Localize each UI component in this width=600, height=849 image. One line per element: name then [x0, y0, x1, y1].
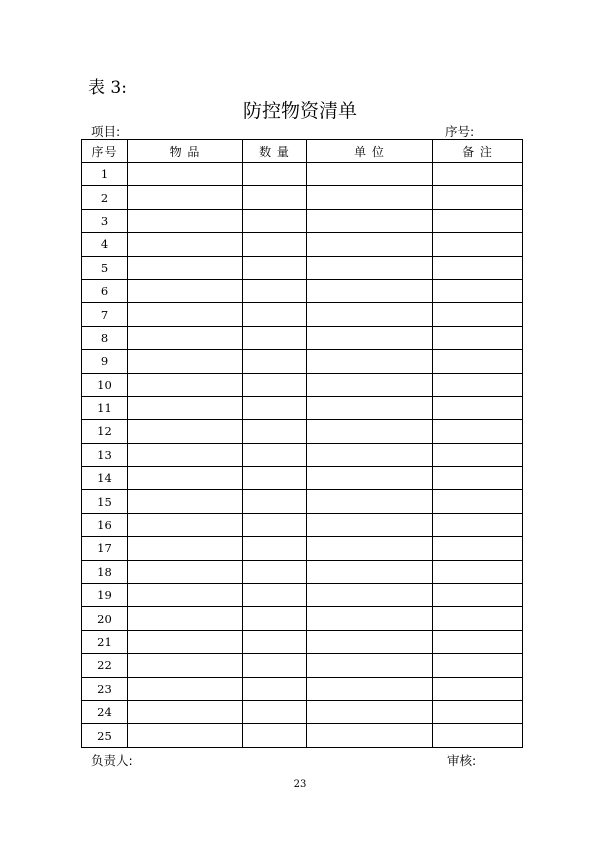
- table-header-row: [82, 140, 523, 163]
- item-cell[interactable]: [128, 256, 243, 279]
- unit-cell[interactable]: [307, 700, 433, 723]
- item-cell[interactable]: [128, 326, 243, 349]
- remarks-cell[interactable]: [433, 490, 523, 513]
- table-row: [82, 279, 523, 302]
- table-row: [82, 256, 523, 279]
- item-cell[interactable]: [128, 373, 243, 396]
- remarks-cell[interactable]: [433, 350, 523, 373]
- unit-cell[interactable]: [307, 279, 433, 302]
- row-serial-cell: 21: [82, 630, 128, 653]
- remarks-cell[interactable]: [433, 677, 523, 700]
- remarks-cell[interactable]: [433, 396, 523, 419]
- item-cell[interactable]: [128, 279, 243, 302]
- unit-cell[interactable]: [307, 303, 433, 326]
- row-serial-cell: 6: [82, 279, 128, 302]
- unit-cell[interactable]: [307, 209, 433, 232]
- item-cell[interactable]: [128, 443, 243, 466]
- remarks-cell[interactable]: [433, 209, 523, 232]
- header-unit: 单 位: [307, 140, 433, 163]
- row-serial-cell: 23: [82, 677, 128, 700]
- quantity-cell[interactable]: [243, 396, 307, 419]
- quantity-cell[interactable]: [243, 209, 307, 232]
- table-row: [82, 513, 523, 536]
- quantity-cell[interactable]: [243, 256, 307, 279]
- row-serial-cell: 24: [82, 700, 128, 723]
- quantity-cell[interactable]: [243, 607, 307, 630]
- table-row: [82, 560, 523, 583]
- remarks-cell[interactable]: [433, 373, 523, 396]
- header-item: 物 品: [128, 140, 243, 163]
- table-row: [82, 350, 523, 373]
- table-row: [82, 490, 523, 513]
- item-cell[interactable]: [128, 513, 243, 536]
- quantity-cell[interactable]: [243, 584, 307, 607]
- quantity-cell[interactable]: [243, 537, 307, 560]
- remarks-cell[interactable]: [433, 560, 523, 583]
- unit-cell[interactable]: [307, 396, 433, 419]
- remarks-cell[interactable]: [433, 630, 523, 653]
- item-cell[interactable]: [128, 233, 243, 256]
- remarks-cell[interactable]: [433, 584, 523, 607]
- row-serial-cell: 14: [82, 467, 128, 490]
- table-row: [82, 700, 523, 723]
- header-quantity: 数 量: [243, 140, 307, 163]
- table-row: [82, 163, 523, 186]
- table-row: [82, 186, 523, 209]
- item-cell[interactable]: [128, 724, 243, 747]
- row-serial-cell: 1: [82, 163, 128, 186]
- quantity-cell[interactable]: [243, 233, 307, 256]
- unit-cell[interactable]: [307, 490, 433, 513]
- remarks-cell[interactable]: [433, 233, 523, 256]
- unit-cell[interactable]: [307, 467, 433, 490]
- remarks-cell[interactable]: [433, 163, 523, 186]
- remarks-cell[interactable]: [433, 654, 523, 677]
- remarks-cell[interactable]: [433, 607, 523, 630]
- unit-cell[interactable]: [307, 163, 433, 186]
- table-row: [82, 209, 523, 232]
- item-cell[interactable]: [128, 303, 243, 326]
- quantity-cell[interactable]: [243, 513, 307, 536]
- item-cell[interactable]: [128, 630, 243, 653]
- quantity-cell[interactable]: [243, 724, 307, 747]
- row-serial-cell: 11: [82, 396, 128, 419]
- row-serial-cell: 13: [82, 443, 128, 466]
- table-row: [82, 303, 523, 326]
- remarks-cell[interactable]: [433, 256, 523, 279]
- row-serial-cell: 18: [82, 560, 128, 583]
- header-remarks: 备 注: [433, 140, 523, 163]
- unit-cell[interactable]: [307, 724, 433, 747]
- table-row: [82, 420, 523, 443]
- row-serial-cell: 20: [82, 607, 128, 630]
- item-cell[interactable]: [128, 396, 243, 419]
- table-row: [82, 443, 523, 466]
- item-cell[interactable]: [128, 654, 243, 677]
- serial-label: 序号:: [445, 124, 475, 139]
- row-serial-cell: 19: [82, 584, 128, 607]
- remarks-cell[interactable]: [433, 467, 523, 490]
- remarks-cell[interactable]: [433, 443, 523, 466]
- row-serial-cell: 7: [82, 303, 128, 326]
- row-serial-cell: 22: [82, 654, 128, 677]
- item-cell[interactable]: [128, 467, 243, 490]
- unit-cell[interactable]: [307, 443, 433, 466]
- table-row: [82, 654, 523, 677]
- remarks-cell[interactable]: [433, 186, 523, 209]
- item-cell[interactable]: [128, 584, 243, 607]
- row-serial-cell: 5: [82, 256, 128, 279]
- unit-cell[interactable]: [307, 233, 433, 256]
- quantity-cell[interactable]: [243, 654, 307, 677]
- quantity-cell[interactable]: [243, 303, 307, 326]
- unit-cell[interactable]: [307, 350, 433, 373]
- quantity-cell[interactable]: [243, 163, 307, 186]
- unit-cell[interactable]: [307, 373, 433, 396]
- remarks-cell[interactable]: [433, 303, 523, 326]
- unit-cell[interactable]: [307, 630, 433, 653]
- row-serial-cell: 3: [82, 209, 128, 232]
- header-serial: 序号: [82, 140, 128, 163]
- row-serial-cell: 12: [82, 420, 128, 443]
- row-serial-cell: 16: [82, 513, 128, 536]
- item-cell[interactable]: [128, 490, 243, 513]
- row-serial-cell: 15: [82, 490, 128, 513]
- project-label: 项目:: [91, 124, 121, 139]
- inventory-table: [81, 139, 523, 748]
- item-cell[interactable]: [128, 163, 243, 186]
- table-row: [82, 396, 523, 419]
- table-row: [82, 630, 523, 653]
- row-serial-cell: 9: [82, 350, 128, 373]
- unit-cell[interactable]: [307, 654, 433, 677]
- unit-cell[interactable]: [307, 677, 433, 700]
- item-cell[interactable]: [128, 209, 243, 232]
- unit-cell[interactable]: [307, 560, 433, 583]
- table-row: [82, 233, 523, 256]
- page-number: 23: [293, 779, 307, 790]
- item-cell[interactable]: [128, 560, 243, 583]
- quantity-cell[interactable]: [243, 490, 307, 513]
- table-row: [82, 467, 523, 490]
- quantity-cell[interactable]: [243, 186, 307, 209]
- remarks-cell[interactable]: [433, 420, 523, 443]
- remarks-cell[interactable]: [433, 724, 523, 747]
- remarks-cell[interactable]: [433, 279, 523, 302]
- row-serial-cell: 8: [82, 326, 128, 349]
- unit-cell[interactable]: [307, 584, 433, 607]
- quantity-cell[interactable]: [243, 560, 307, 583]
- quantity-cell[interactable]: [243, 467, 307, 490]
- remarks-cell[interactable]: [433, 700, 523, 723]
- table-row: [82, 537, 523, 560]
- quantity-cell[interactable]: [243, 373, 307, 396]
- row-serial-cell: 17: [82, 537, 128, 560]
- quantity-cell[interactable]: [243, 279, 307, 302]
- table-row: [82, 607, 523, 630]
- owner-label: 负责人:: [91, 753, 133, 768]
- review-label: 审核:: [447, 753, 477, 768]
- unit-cell[interactable]: [307, 326, 433, 349]
- quantity-cell[interactable]: [243, 700, 307, 723]
- unit-cell[interactable]: [307, 607, 433, 630]
- unit-cell[interactable]: [307, 513, 433, 536]
- item-cell[interactable]: [128, 607, 243, 630]
- remarks-cell[interactable]: [433, 537, 523, 560]
- item-cell[interactable]: [128, 420, 243, 443]
- table-row: [82, 326, 523, 349]
- table-label: 表 3:: [88, 78, 127, 98]
- row-serial-cell: 10: [82, 373, 128, 396]
- quantity-cell[interactable]: [243, 630, 307, 653]
- item-cell[interactable]: [128, 350, 243, 373]
- remarks-cell[interactable]: [433, 326, 523, 349]
- row-serial-cell: 4: [82, 233, 128, 256]
- table-row: [82, 677, 523, 700]
- unit-cell[interactable]: [307, 256, 433, 279]
- table-row: [82, 373, 523, 396]
- quantity-cell[interactable]: [243, 326, 307, 349]
- document-title: 防控物资清单: [242, 100, 357, 122]
- item-cell[interactable]: [128, 700, 243, 723]
- unit-cell[interactable]: [307, 186, 433, 209]
- item-cell[interactable]: [128, 537, 243, 560]
- item-cell[interactable]: [128, 677, 243, 700]
- quantity-cell[interactable]: [243, 420, 307, 443]
- table-row: [82, 584, 523, 607]
- remarks-cell[interactable]: [433, 513, 523, 536]
- row-serial-cell: 25: [82, 724, 128, 747]
- table-row: [82, 724, 523, 747]
- unit-cell[interactable]: [307, 420, 433, 443]
- unit-cell[interactable]: [307, 537, 433, 560]
- row-serial-cell: 2: [82, 186, 128, 209]
- quantity-cell[interactable]: [243, 350, 307, 373]
- item-cell[interactable]: [128, 186, 243, 209]
- quantity-cell[interactable]: [243, 677, 307, 700]
- quantity-cell[interactable]: [243, 443, 307, 466]
